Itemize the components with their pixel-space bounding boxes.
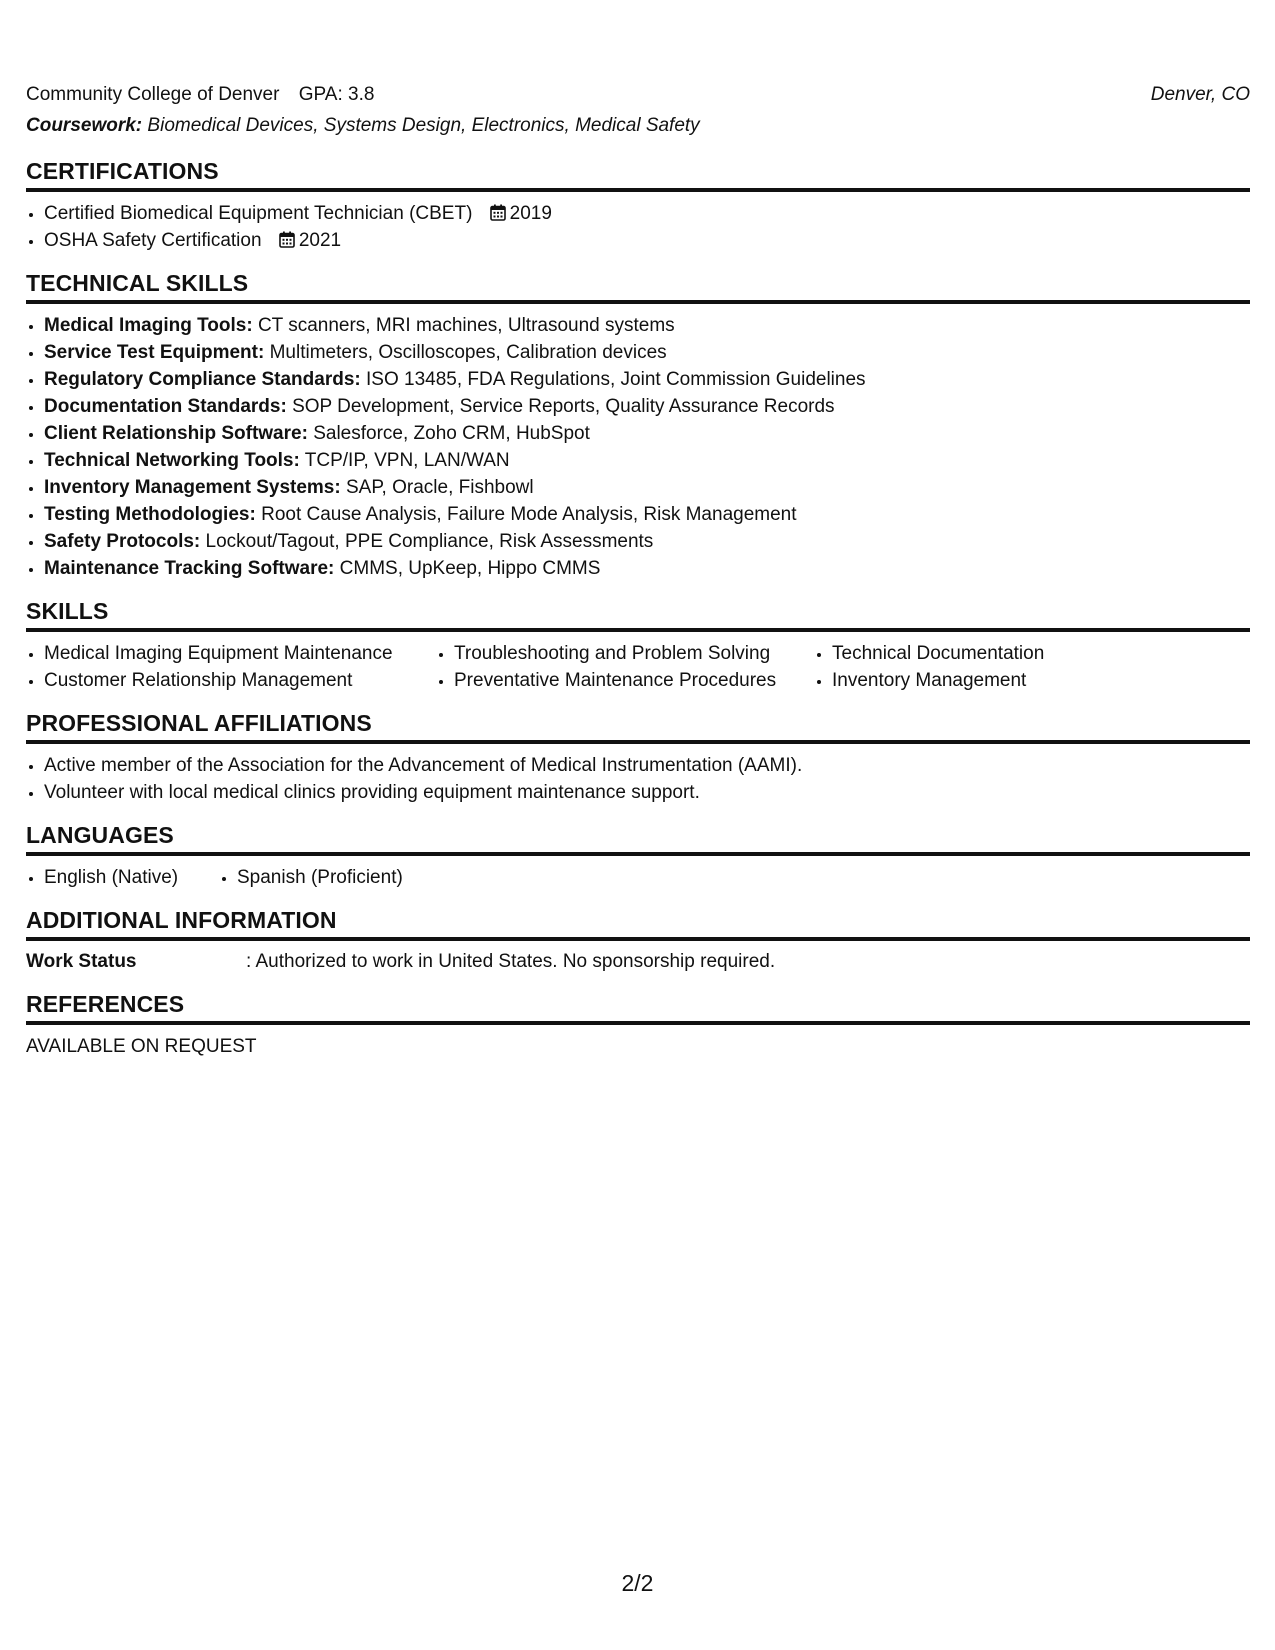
technical-skill-item xyxy=(44,555,1250,582)
section-title-affiliations: PROFESSIONAL AFFILIATIONS xyxy=(26,708,1250,744)
skill-item: • Preventative Maintenance Procedures xyxy=(454,667,814,694)
technical-skills-section xyxy=(26,268,1250,582)
skill-label: Inventory Management Systems: xyxy=(44,477,341,498)
technical-skill-item xyxy=(44,474,1250,501)
skill-value: CT scanners, MRI machines, Ultrasound systems xyxy=(257,315,675,336)
skill-label: Documentation Standards: xyxy=(44,396,287,417)
references-section xyxy=(26,989,1250,1060)
affiliation-item: • Active member of the Association for the Advancement of Medical Instrumentation (AAMI). xyxy=(44,752,1250,779)
technical-skill-item xyxy=(44,528,1250,555)
skill-label: Technical Networking Tools: xyxy=(44,450,300,471)
technical-skill-item xyxy=(44,420,1250,447)
section-title-references: REFERENCES xyxy=(26,989,1250,1025)
section-title-skills: SKILLS xyxy=(26,596,1250,632)
technical-skill-item xyxy=(44,366,1250,393)
skill-value: CMMS, UpKeep, Hippo CMMS xyxy=(339,558,601,579)
skills-section xyxy=(26,596,1250,694)
skill-value: Lockout/Tagout, PPE Compliance, Risk Assessments xyxy=(205,531,654,552)
school-name: Community College of Denver xyxy=(26,84,280,105)
skill-label: Safety Protocols: xyxy=(44,531,201,552)
language-item: • Spanish (Proficient) xyxy=(237,864,403,891)
technical-skill-item xyxy=(44,447,1250,474)
skill-value: Root Cause Analysis, Failure Mode Analysis, Risk Management xyxy=(261,504,797,525)
education-location: Denver, CO xyxy=(1150,84,1250,105)
work-status-value: : Authorized to work in United States. No sponsorship required. xyxy=(246,951,776,972)
certification-year: 2021 xyxy=(298,230,342,251)
skill-value: SOP Development, Service Reports, Quality Assurance Records xyxy=(292,396,835,417)
section-title-languages: LANGUAGES xyxy=(26,820,1250,856)
coursework-label: Coursework: xyxy=(26,115,143,136)
certification-year: 2019 xyxy=(509,203,552,224)
technical-skill-item xyxy=(44,339,1250,366)
skill-label: Medical Imaging Tools: xyxy=(44,315,253,336)
certifications-section xyxy=(26,156,1250,254)
skill-item: • Troubleshooting and Problem Solving xyxy=(454,640,814,667)
skill-item: • Medical Imaging Equipment Maintenance xyxy=(44,640,436,667)
skill-item: • Customer Relationship Management xyxy=(44,667,436,694)
skill-value: TCP/IP, VPN, LAN/WAN xyxy=(304,450,510,471)
technical-skill-item xyxy=(44,393,1250,420)
resume-page xyxy=(26,80,1250,1060)
section-title-additional-info: ADDITIONAL INFORMATION xyxy=(26,905,1250,941)
section-title-certifications: CERTIFICATIONS xyxy=(26,156,1250,192)
skill-label: Service Test Equipment: xyxy=(44,342,265,363)
skills-columns xyxy=(26,640,1250,694)
skill-label: Maintenance Tracking Software: xyxy=(44,558,335,579)
certification-item xyxy=(44,227,1250,254)
affiliations-section xyxy=(26,708,1250,806)
skill-item: • Inventory Management xyxy=(832,667,1132,694)
work-status-row xyxy=(26,949,1250,975)
work-status-label: Work Status xyxy=(26,951,137,972)
affiliation-item: • Volunteer with local medical clinics providing equipment maintenance support. xyxy=(44,779,1250,806)
references-text: AVAILABLE ON REQUEST xyxy=(26,1036,257,1057)
skill-label: Client Relationship Software: xyxy=(44,423,308,444)
certification-name: Certified Biomedical Equipment Technician (CBET) xyxy=(44,203,473,224)
coursework-list: Biomedical Devices, Systems Design, Electronics, Medical Safety xyxy=(147,115,700,136)
gpa: GPA: 3.8 xyxy=(298,84,375,105)
calendar-icon xyxy=(279,231,295,248)
skill-value: SAP, Oracle, Fishbowl xyxy=(345,477,534,498)
technical-skill-item xyxy=(44,501,1250,528)
skill-item: • Technical Documentation xyxy=(832,640,1132,667)
skill-value: Salesforce, Zoho CRM, HubSpot xyxy=(313,423,590,444)
languages-section xyxy=(26,820,1250,891)
technical-skill-item xyxy=(44,312,1250,339)
section-title-technical-skills: TECHNICAL SKILLS xyxy=(26,268,1250,304)
language-item: • English (Native) xyxy=(44,864,219,891)
certification-name: OSHA Safety Certification xyxy=(44,230,262,251)
skill-value: ISO 13485, FDA Regulations, Joint Commission Guidelines xyxy=(366,369,866,390)
calendar-icon xyxy=(490,204,506,221)
coursework xyxy=(26,110,1250,142)
skill-label: Testing Methodologies: xyxy=(44,504,256,525)
additional-info-section xyxy=(26,905,1250,975)
skill-label: Regulatory Compliance Standards: xyxy=(44,369,361,390)
page-number: 2/2 xyxy=(621,1570,654,1596)
skill-value: Multimeters, Oscilloscopes, Calibration devices xyxy=(269,342,667,363)
education-line xyxy=(26,80,1250,110)
certification-item xyxy=(44,200,1250,227)
